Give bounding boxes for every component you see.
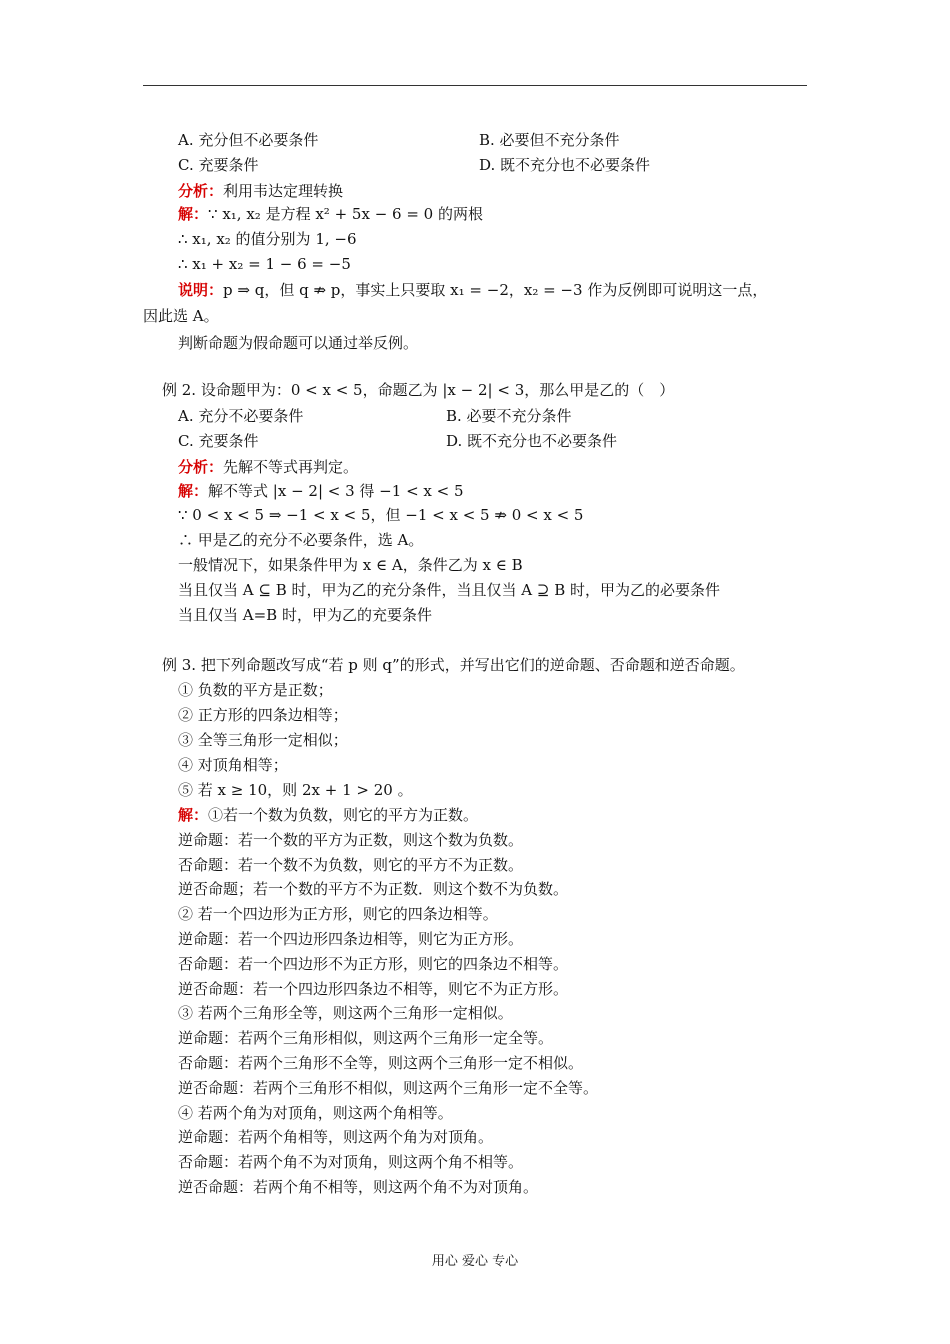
ex3-answer-line: 逆否命题：若两个三角形不相似，则这两个三角形一定不全等。 <box>178 1078 599 1097</box>
ex2-general-2: 当且仅当 A ⊆ B 时，甲为乙的充分条件，当且仅当 A ⊇ B 时，甲为乙的必要条件 <box>178 581 720 599</box>
ex2-option-c: C. 充要条件 <box>178 432 259 450</box>
ex3-item: ① 负数的平方是正数； <box>178 681 333 699</box>
header-rule <box>143 85 807 86</box>
ex3-answer-line: 逆命题：若一个四边形四条边相等，则它为正方形。 <box>178 930 524 948</box>
ex2-solution-text: 解不等式 |x − 2| < 3 得 −1 < x < 5 <box>208 482 464 500</box>
ex3-answer-line: 逆命题：若两个角相等，则这两个角为对顶角。 <box>178 1128 494 1147</box>
ex3-answer-first <box>178 805 478 825</box>
analysis-label: 分析： <box>178 182 224 200</box>
analysis-text: 利用韦达定理转换 <box>223 182 344 200</box>
solution-line-2: ∴ x₁, x₂ 的值分别为 1, −6 <box>178 230 357 248</box>
ex2-analysis-text: 先解不等式再判定。 <box>223 458 359 476</box>
ex2-option-b: B. 必要不充分条件 <box>446 407 572 425</box>
ex3-item: ③ 全等三角形一定相似； <box>178 731 348 749</box>
ex2-analysis <box>178 457 358 477</box>
note-continuation: 因此选 A。 <box>143 307 219 325</box>
solution-line-3: ∴ x₁ + x₂ = 1 − 6 = −5 <box>178 255 351 273</box>
ex3-answer-line: 否命题：若两个三角形不全等，则这两个三角形一定不相似。 <box>178 1054 584 1072</box>
ex2-analysis-label: 分析： <box>178 458 224 476</box>
option-c: C. 充要条件 <box>178 156 259 174</box>
ex2-option-a: A. 充分不必要条件 <box>178 407 304 425</box>
ex3-answer-line: 否命题：若两个角不为对顶角，则这两个角不相等。 <box>178 1153 524 1172</box>
ex2-solution-1 <box>178 481 464 501</box>
solution-text: ∵ x₁, x₂ 是方程 x² + 5x − 6 = 0 的两根 <box>208 205 483 223</box>
ex3-answer-line: 逆否命题；若一个数的平方不为正数．则这个数不为负数。 <box>178 880 569 899</box>
ex2-option-d: D. 既不充分也不必要条件 <box>446 432 618 450</box>
ex3-item: ② 正方形的四条边相等； <box>178 706 348 724</box>
ex2-solution-3: ∴ 甲是乙的充分不必要条件，选 A。 <box>178 531 424 549</box>
example-2-title: 例 2. 设命题甲为：0 < x < 5，命题乙为 |x − 2| < 3，那么甲是乙的（ ） <box>162 381 675 399</box>
page-footer: 用心 爱心 专心 <box>431 1254 519 1269</box>
ex3-answer-line: 否命题：若一个数不为负数，则它的平方不为正数。 <box>178 855 524 874</box>
ex3-item: ④ 对顶角相等； <box>178 756 288 774</box>
ex3-answer-line: 逆否命题：若两个角不相等，则这两个角不为对顶角。 <box>178 1178 539 1196</box>
note-text: p ⇒ q，但 q ⇏ p，事实上只要取 x₁ = −2，x₂ = −3 作为反例即可说明这一点， <box>223 281 768 299</box>
ex2-solution-2: ∵ 0 < x < 5 ⇒ −1 < x < 5，但 −1 < x < 5 ⇏ 0 < x < 5 <box>178 506 584 524</box>
option-d: D. 既不充分也不必要条件 <box>479 156 651 174</box>
note-line <box>178 280 767 300</box>
note-label: 说明： <box>178 281 224 299</box>
ex3-answer-text: ①若一个数为负数，则它的平方为正数。 <box>208 806 479 824</box>
ex3-answer-line: ③ 若两个三角形全等，则这两个三角形一定相似。 <box>178 1004 513 1023</box>
judge-text: 判断命题为假命题可以通过举反例。 <box>178 334 419 352</box>
ex3-answer-line: 逆命题：若两个三角形相似，则这两个三角形一定全等。 <box>178 1029 554 1048</box>
option-b: B. 必要但不充分条件 <box>479 131 620 149</box>
solution-line-1 <box>178 204 483 224</box>
ex3-answer-line: 否命题：若一个四边形不为正方形，则它的四条边不相等。 <box>178 954 569 973</box>
ex2-general-1: 一般情况下，如果条件甲为 x ∈ A，条件乙为 x ∈ B <box>178 556 523 574</box>
ex2-solution-label: 解： <box>178 482 209 500</box>
solution-label: 解： <box>178 205 209 223</box>
ex3-answer-line: 逆否命题：若一个四边形四条边不相等，则它不为正方形。 <box>178 979 569 998</box>
ex3-solution-label: 解： <box>178 806 209 824</box>
example-3-title: 例 3. 把下列命题改写成“若 p 则 q”的形式，并写出它们的逆命题、否命题和逆否命题。 <box>162 656 745 674</box>
ex3-item: ⑤ 若 x ≥ 10，则 2x + 1 > 20 。 <box>178 781 413 799</box>
ex3-answer-line: ④ 若两个角为对顶角，则这两个角相等。 <box>178 1103 453 1122</box>
ex3-answer-line: 逆命题：若一个数的平方为正数，则这个数为负数。 <box>178 830 524 849</box>
analysis-line <box>178 181 343 201</box>
option-a: A. 充分但不必要条件 <box>178 131 319 149</box>
ex3-answer-line: ② 若一个四边形为正方形，则它的四条边相等。 <box>178 905 498 924</box>
ex2-general-3: 当且仅当 A=B 时，甲为乙的充要条件 <box>178 606 432 624</box>
